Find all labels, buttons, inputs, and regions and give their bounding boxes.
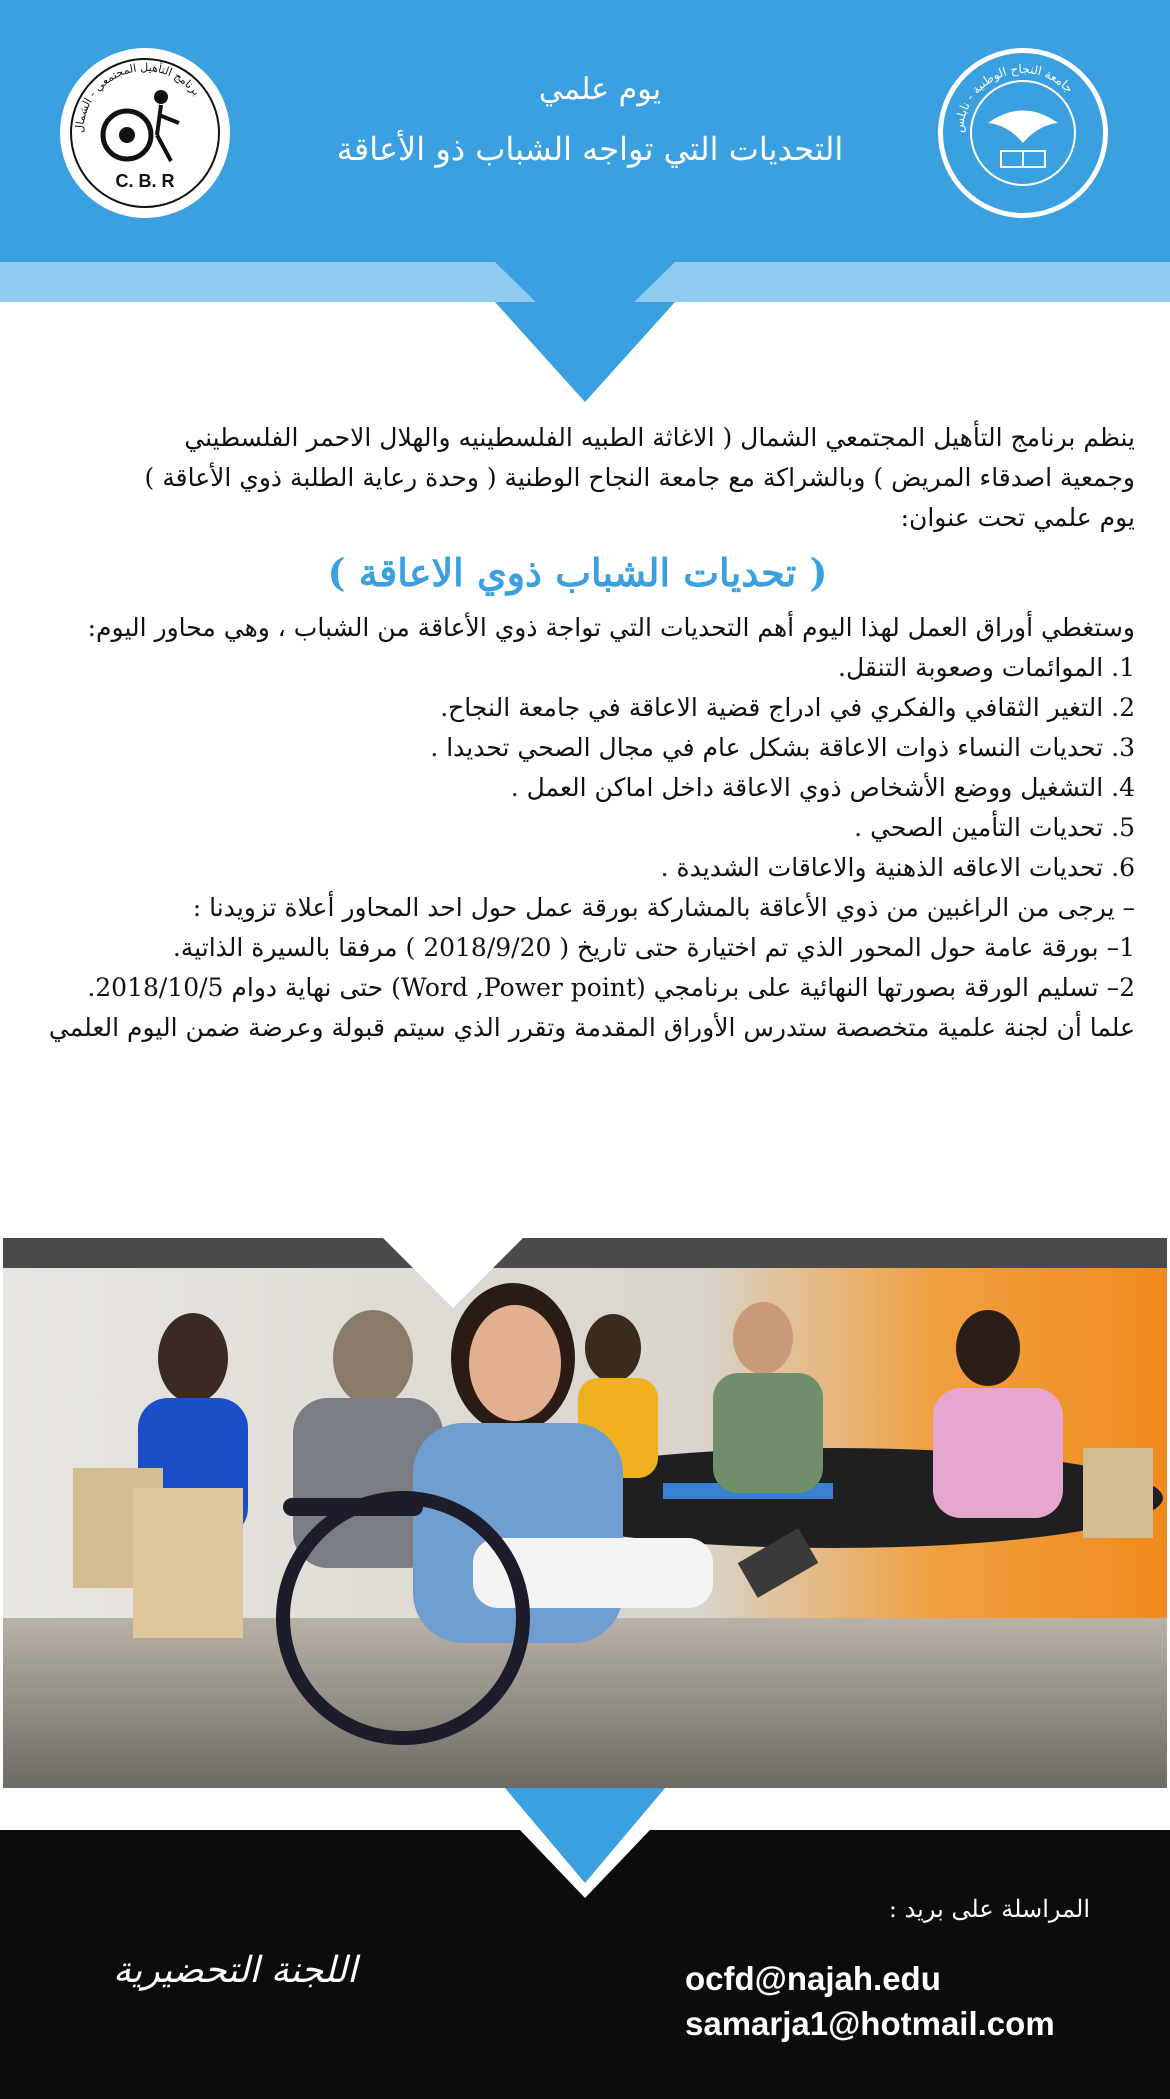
list-item: 4. التشغيل ووضع الأشخاص ذوي الاعاقة داخل اماكن العمل . [510, 773, 1135, 802]
header-title: التحديات التي تواجه الشباب ذو الأعاقة [336, 130, 844, 168]
main-title: ( تحديات الشباب ذوي الاعاقة ) [327, 550, 828, 595]
intro-line-3: يوم علمي تحت عنوان: [900, 503, 1135, 532]
header-subtitle: يوم علمي [538, 72, 662, 107]
list-item: 5. تحديات التأمين الصحي . [854, 813, 1135, 842]
svg-text:برنامج التأهيل المجتمعي - الشم [73, 61, 203, 134]
cbr-logo-text: C. B. R [115, 171, 175, 191]
header-stripe [0, 262, 1170, 302]
right-logo-ring-text: جامعة النجاح الوطنية - نابلس [951, 61, 1077, 134]
description: وستغطي أوراق العمل لهذا اليوم أهم التحديات التي تواجة ذوي الأعاقة من الشباب ، وهي محاور اليوم: [87, 613, 1135, 642]
contact-label: المراسلة على بريد : [888, 1895, 1090, 1923]
committee-note: علما أن لجنة علمية متخصصة ستدرس الأوراق المقدمة وتقرر الذي سيتم قبولة وعرضة ضمن اليوم العلمي [48, 1013, 1135, 1042]
list-item: 6. تحديات الاعاقه الذهنية والاعاقات الشديدة . [660, 853, 1135, 882]
participation-request: – يرجى من الراغبين من ذوي الأعاقة بالمشاركة بورقة عمل حول احد المحاور أعلاة تزويدنا : [192, 893, 1135, 922]
preparatory-committee: اللجنة التحضيرية [112, 1950, 358, 1991]
step-1: 1– بورقة عامة حول المحور الذي تم اختيارة حتى تاريخ ( 2018/9/20 ) مرفقا بالسيرة الذاتية. [172, 933, 1135, 962]
list-item: 3. تحديات النساء ذوات الاعاقة بشكل عام في مجال الصحي تحديدا . [430, 733, 1135, 762]
list-item: 1. الموائمات وصعوبة التنقل. [838, 653, 1135, 682]
step-2: 2– تسليم الورقة بصورتها النهائية على برنامجي (Word ,Power point) حتى نهاية دوام 2018/10/5. [87, 973, 1135, 1002]
list-item: 2. التغير الثقافي والفكري في ادراج قضية الاعاقة في جامعة النجاح. [440, 693, 1135, 722]
eagle-icon [988, 111, 1058, 144]
intro-line-1: ينظم برنامج التأهيل المجتمعي الشمال ( الاغاثة الطبيه الفلسطينيه والهلال الاحمر الفلسطيني [184, 423, 1135, 452]
left-logo-ring-text: برنامج التأهيل المجتمعي - الشمال [72, 60, 203, 134]
photo-students-meeting [3, 1238, 1167, 1788]
email-link-1[interactable]: ocfd@najah.edu [685, 1960, 941, 1997]
announcement-body [20, 418, 1135, 1048]
university-seal-logo [938, 48, 1108, 218]
cbr-logo [60, 48, 230, 218]
email-link-2[interactable]: samarja1@hotmail.com [685, 2005, 1055, 2042]
intro-line-2: وجمعية اصدقاء المريض ) وبالشراكة مع جامعة النجاح الوطنية ( وحدة رعاية الطلبة ذوي الأعاقة ) [144, 463, 1135, 492]
